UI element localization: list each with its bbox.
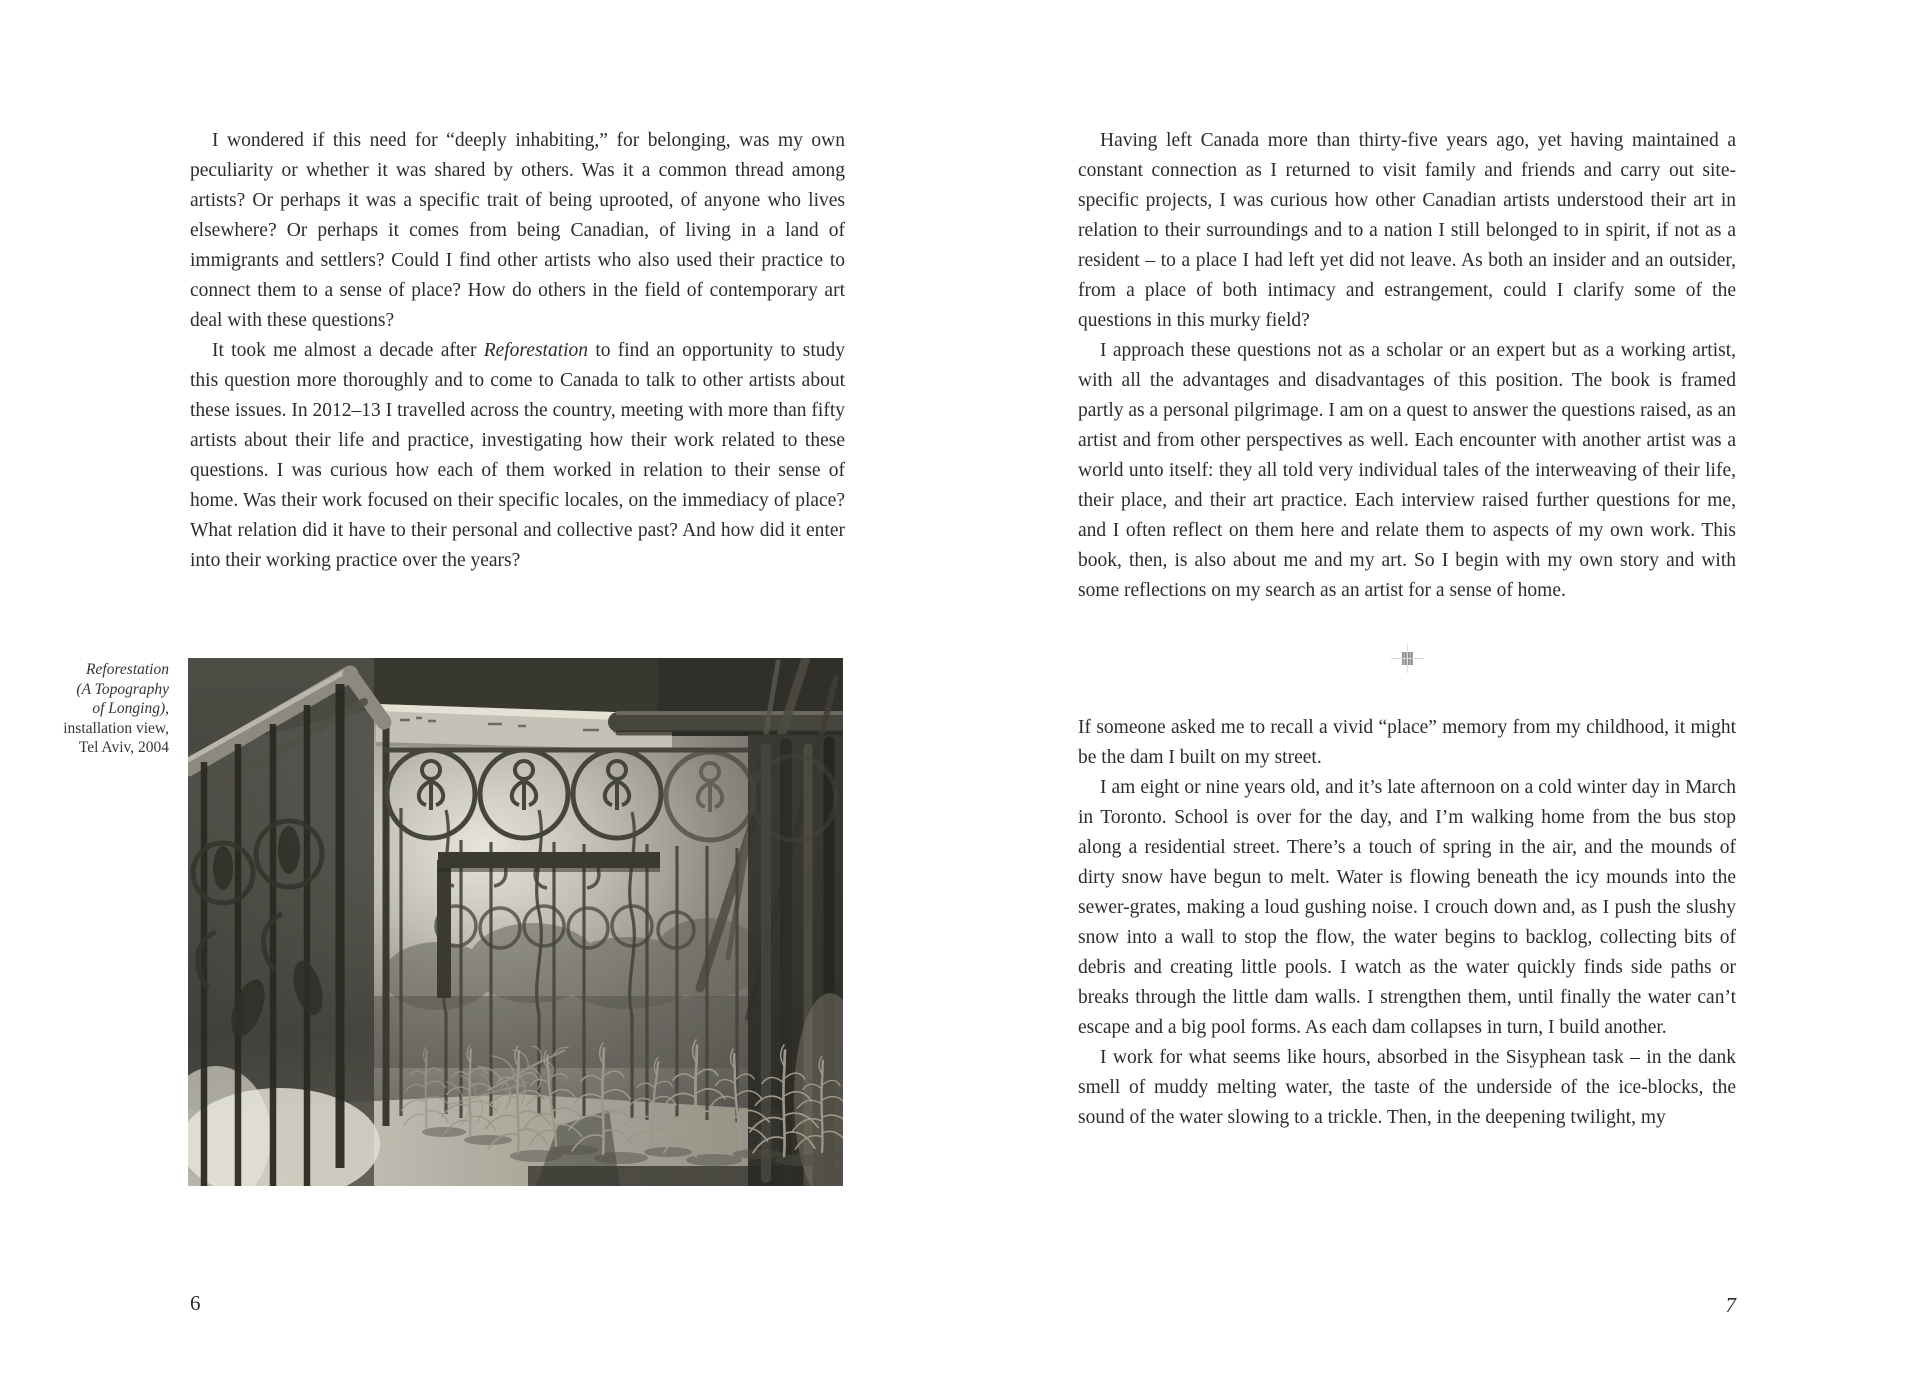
photo-caption xyxy=(36,660,169,758)
paragraph-text: Having left Canada more than thirty-five years ago, yet having maintained a constant connection as I returned to visit family and friends and carry out site-specific projects, I was curious how other Canadian artists understood their art in relation to their surroundings and to a nation I still belonged to in spirit, if not as a resident – to a place I had left yet did not leave. As both an insider and an outsider, from a place of both intimacy and estrangement, could I clarify some of the questions in this murky field? xyxy=(1078,130,1736,331)
paragraph-text: I work for what seems like hours, absorbed in the Sisyphean task – in the dank smell of muddy melting water, the taste of the underside of the ice-blocks, the sound of the water slowing to a trickle. Then, in the deepening twilight, my xyxy=(1078,1047,1736,1128)
caption-line: installation view, xyxy=(63,719,169,737)
page-number-right: 7 xyxy=(1725,1293,1736,1317)
paragraph xyxy=(190,126,845,336)
paragraph xyxy=(1078,773,1736,1043)
paragraph-text: I approach these questions not as a scholar or an expert but as a working artist, with all the advantages and disadvantages of this position. The book is framed partly as a personal pilgrimage. I am on a quest to answer the questions raised, as an artist and from other perspectives as well. Each encounter with another artist was a world unto itself: they all told very individual tales of the interweaving of their life, their place, and their art practice. Each interview raised further questions for me, and I often reflect on them here and relate them to aspects of my own work. This book, then, is also about me and my art. So I begin with my own story and with some reflections on my search as an artist for a sense of home. xyxy=(1078,340,1736,601)
paragraph-text: If someone asked me to recall a vivid “place” memory from my childhood, it might be the dam I built on my street. xyxy=(1078,717,1736,768)
paragraph xyxy=(1078,713,1736,773)
caption-line: of Longing), xyxy=(92,700,169,717)
paragraph-text: It took me almost a decade after xyxy=(212,340,484,361)
installation-photo-graphic xyxy=(188,658,843,1186)
left-page-text xyxy=(190,126,845,576)
section-divider-ornament-icon xyxy=(1402,652,1413,665)
installation-photo xyxy=(188,658,843,1186)
paragraph-text: I am eight or nine years old, and it’s late afternoon on a cold winter day in March in Toronto. School is over for the day, and I’m walking home from the bus stop along a residential street. There’s a touch of spring in the air, and the mounds of dirty snow have begun to melt. Water is flowing beneath the icy mounds into the sewer-grates, making a loud gushing noise. I crouch down and, as I push the slushy snow into a wall to stop the flow, the water begins to backlog, collecting bits of debris and creating little pools. I watch as the water quickly finds side paths or breaks through the little dam walls. I strengthen them, until finally the water can’t escape and a big pool forms. As each dam collapses in turn, I build another. xyxy=(1078,777,1736,1038)
page-number-left: 6 xyxy=(190,1291,201,1315)
paragraph xyxy=(1078,336,1736,606)
paragraph xyxy=(1078,126,1736,336)
caption-line: Tel Aviv, 2004 xyxy=(78,739,169,756)
caption-line: Reforestation xyxy=(86,661,169,678)
caption-line: (A Topography xyxy=(76,680,169,698)
paragraph xyxy=(190,336,845,576)
right-page-text xyxy=(1078,126,1736,1133)
paragraph-text: I wondered if this need for “deeply inhabiting,” for belonging, was my own peculiarity or whether it was shared by others. Was it a common thread among artists? Or perhaps it was a specific trait of being uprooted, of anyone who lives elsewhere? Or perhaps it comes from being Canadian, of living in a land of immigrants and settlers? Could I find other artists who also used their practice to connect them to a sense of place? How do others in the field of contemporary art deal with these questions? xyxy=(190,130,845,331)
paragraph-text: to find an opportunity to study this question more thoroughly and to come to Canada to talk to other artists about these issues. In 2012–13 I travelled across the country, meeting with more than fifty artists about their life and practice, investigating how their work related to these questions. I was curious how each of them worked in relation to their sense of home. Was their work focused on their specific locales, on the immediacy of place? What relation did it have to their personal and collective past? And how did it enter into their working practice over the years? xyxy=(190,340,846,571)
paragraph xyxy=(1078,1043,1736,1133)
work-title-italic: Reforestation xyxy=(483,340,589,361)
